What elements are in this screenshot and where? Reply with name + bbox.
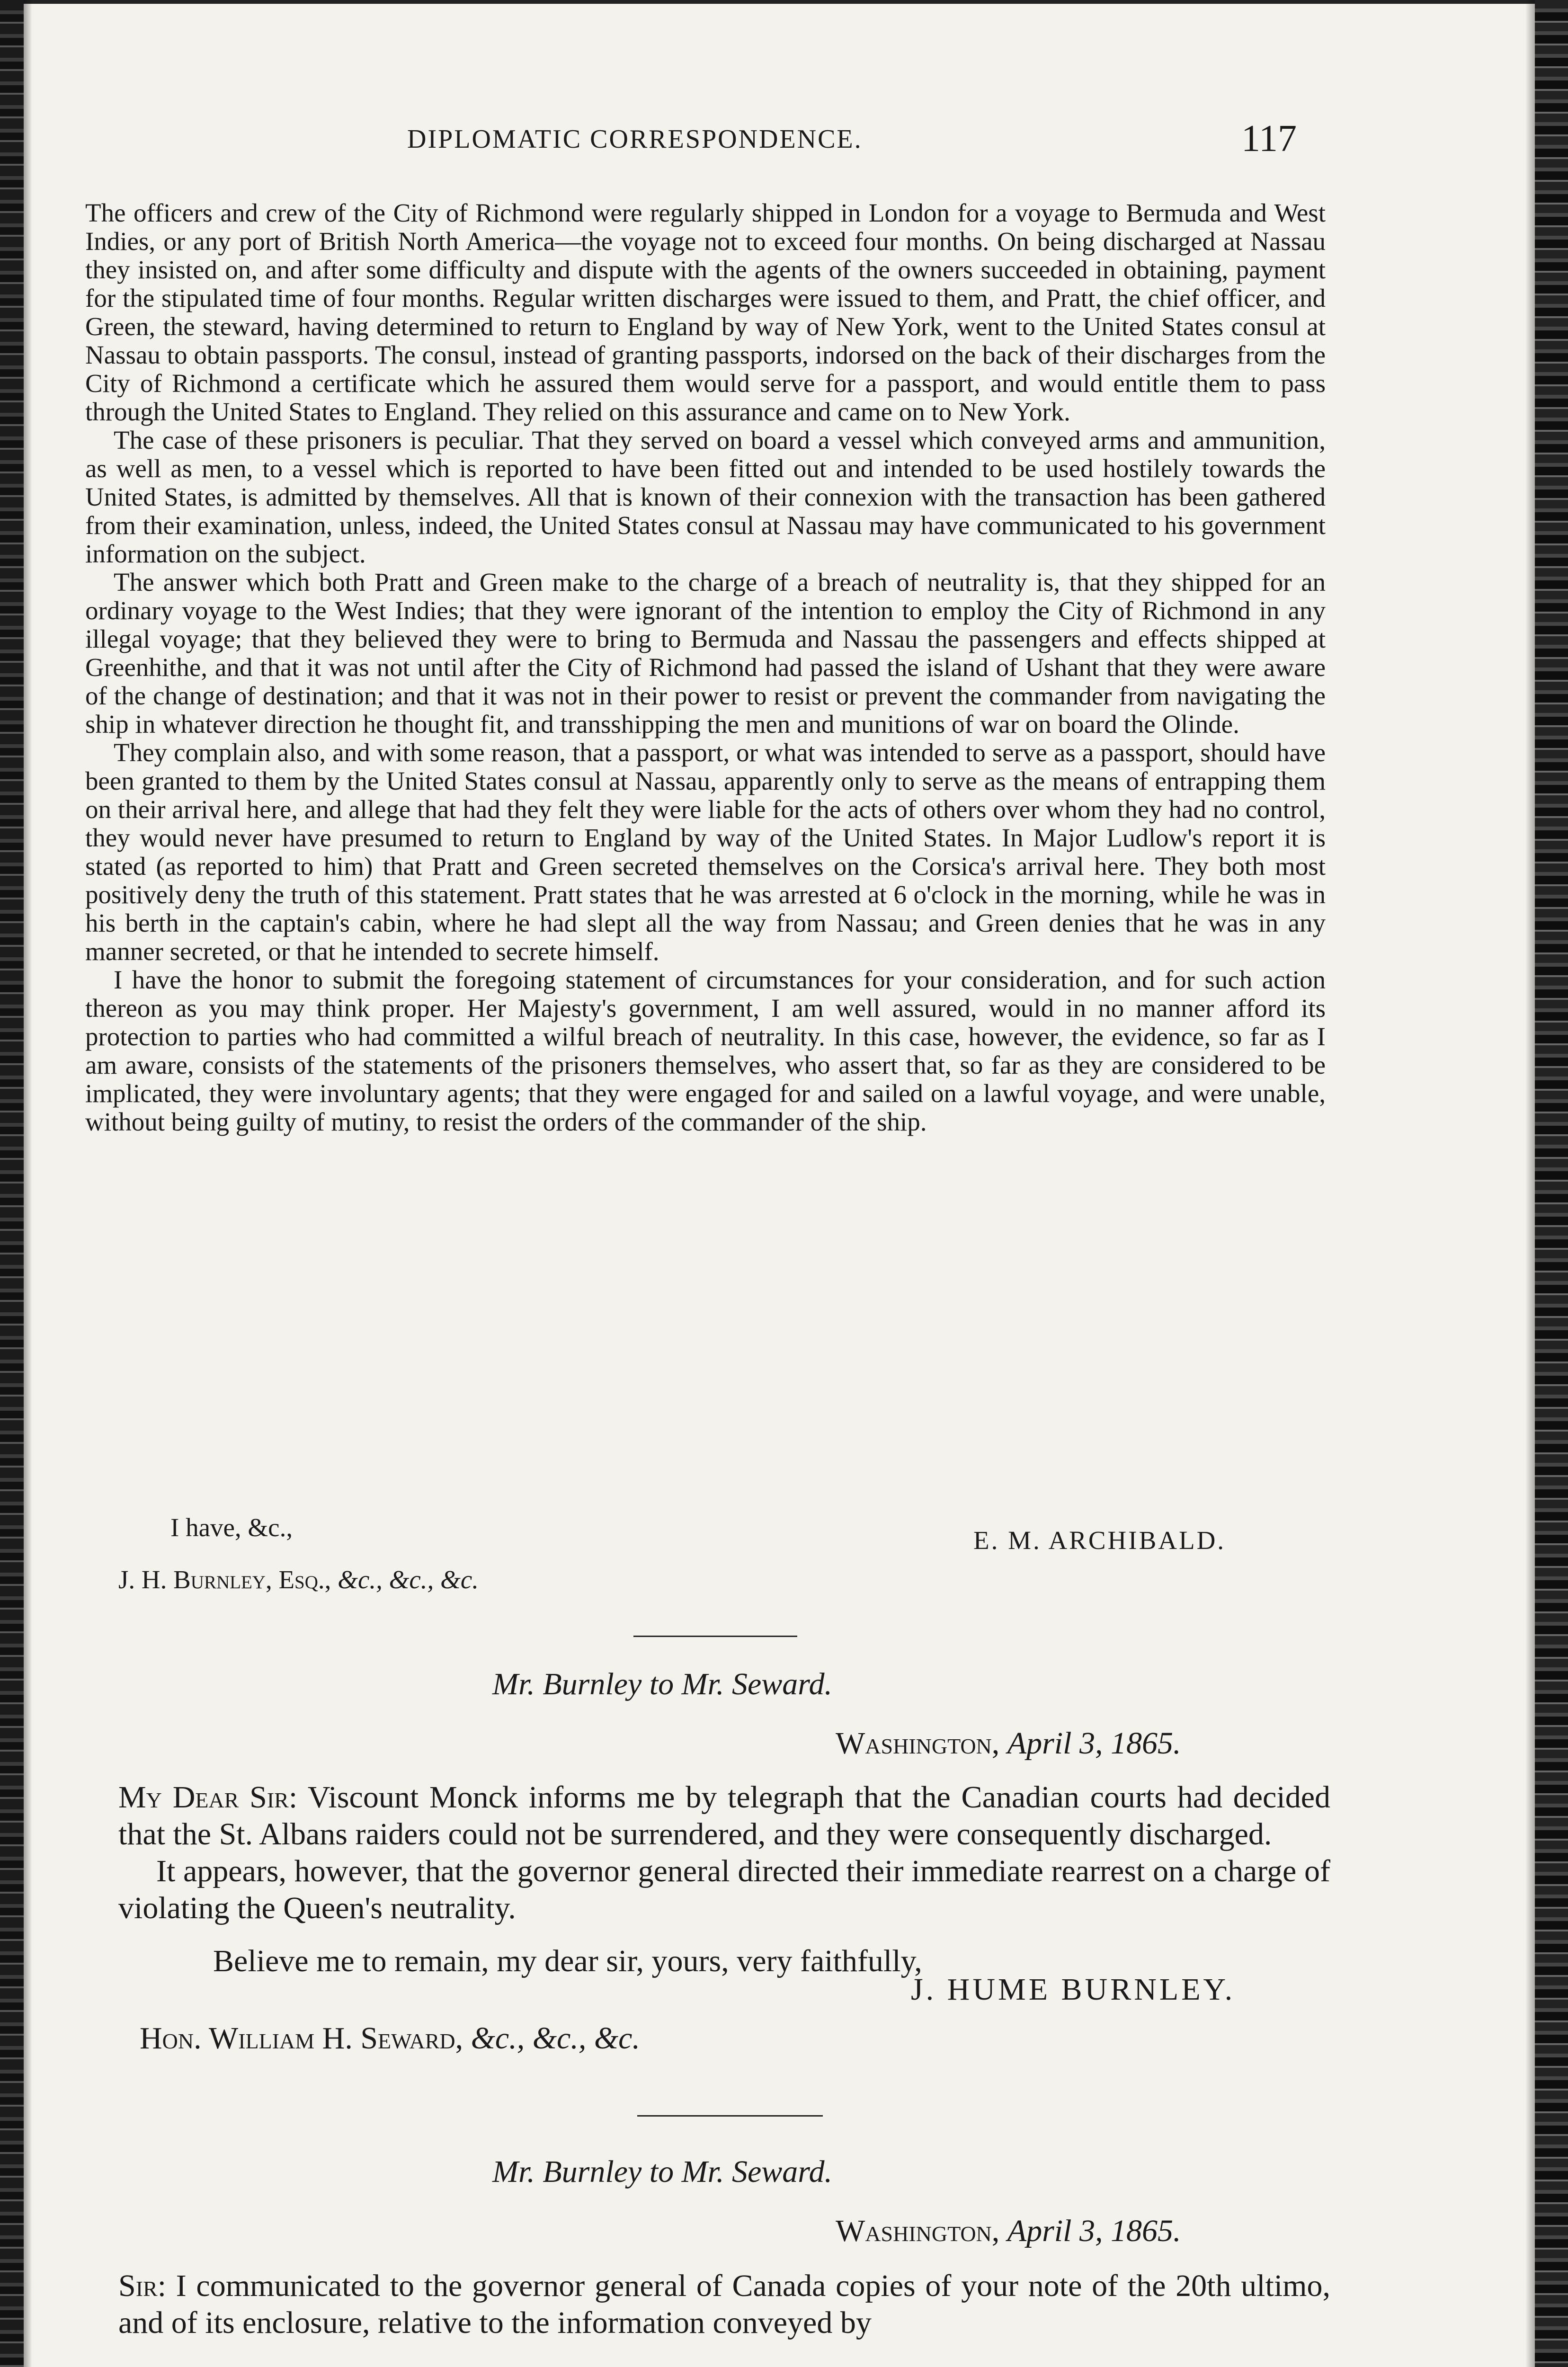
letter-three-place: Washington, bbox=[836, 2214, 1000, 2248]
letter-two-addressee bbox=[140, 2020, 640, 2056]
archibald-signature: E. M. ARCHIBALD. bbox=[973, 1526, 1226, 1555]
letter-two-signature: J. HUME BURNLEY. bbox=[911, 1972, 1236, 2007]
section-divider bbox=[633, 1636, 797, 1637]
letter-two-place: Washington, bbox=[836, 1726, 1000, 1761]
addressee-etc: &c., &c., &c. bbox=[338, 1565, 479, 1594]
letter-two-paragraph bbox=[118, 1779, 1330, 1853]
archibald-paragraph: I have the honor to submit the foregoing statement of circumstances for your consideration, and for such action thereon as you may think proper. Her Majesty's government, I am well assured, would in no manner afford its protection to parties who had committed a wilful breach of neutrality. In this case, however, the evidence, so far as I am aware, consists of the statements of the prisoners themselves, who assert that, so far as they are considered to be implicated, they were involuntary agents; that they were engaged for and sailed on a lawful voyage, and were unable, without being guilty of mutiny, to resist the orders of the commander of the ship. bbox=[85, 965, 1326, 1136]
running-title: DIPLOMATIC CORRESPONDENCE. bbox=[407, 125, 863, 154]
scan-binding-edge-right bbox=[1535, 0, 1568, 2367]
archibald-letter-body bbox=[85, 199, 1326, 1136]
letter-two-paragraph: It appears, however, that the governor general directed their immediate rearrest on a charge of violating the Queen's neutrality. bbox=[118, 1854, 1330, 1925]
addressee-name: Hon. William H. Seward, bbox=[140, 2021, 463, 2056]
letter-two-paragraph-text: Viscount Monck informs me by telegraph that the Canadian courts had decided that the St. Albans raiders could not be surrendered, and they were consequently discharged. bbox=[118, 1780, 1330, 1851]
letter-three-paragraph-text: I communicated to the governor general of Canada copies of your note of the 20th ultimo, and of its enclosure, relative to the information conveyed by bbox=[118, 2269, 1330, 2340]
letter-two-heading: Mr. Burnley to Mr. Seward. bbox=[492, 1667, 833, 1701]
letter-three-paragraph bbox=[118, 2268, 1330, 2341]
archibald-paragraph: The officers and crew of the City of Richmond were regularly shipped in London for a voyage to Bermuda and West Indies, or any port of British North America—the voyage not to exceed four months. On being discharged at Nassau they insisted on, and after some difficulty and dispute with the agents of the owners succeeded in obtaining, payment for the stipulated time of four months. Regular written discharges were issued to them, and Pratt, the chief officer, and Green, the steward, having determined to return to England by way of New York, went to the United States consul at Nassau to obtain passports. The consul, instead of granting passports, indorsed on the back of their discharges from the City of Richmond a certificate which he assured them would serve for a passport, and would entitle them to pass through the United States to England. They relied on this assurance and came on to New York. bbox=[85, 198, 1326, 426]
archibald-paragraph: The answer which both Pratt and Green make to the charge of a breach of neutrality is, that they shipped for an ordinary voyage to the West Indies; that they were ignorant of the intention to employ the City of Richmond in any illegal voyage; that they believed they were to bring to Bermuda and Nassau the passengers and effects shipped at Greenhithe, and that it was not until after the City of Richmond had passed the island of Ushant that they were aware of the change of destination; and that it was not in their power to resist or prevent the commander from navigating the ship in whatever direction he thought fit, and transshipping the men and munitions of war on board the Olinde. bbox=[85, 568, 1326, 739]
archibald-paragraph: They complain also, and with some reason, that a passport, or what was intended to serve as a passport, should have been granted to them by the United States consul at Nassau, apparently only to serve as the means of entrapping them on their arrival here, and allege that had they felt they were liable for the acts of others over whom they had no control, they would never have presumed to return to England by way of the United States. In Major Ludlow's report it is stated (as reported to him) that Pratt and Green secreted themselves on the Corsica's arrival here. They both most positively deny the truth of this statement. Pratt states that he was arrested at 6 o'clock in the morning, while he was in his berth in the captain's cabin, where he had slept all the way from Nassau; and Green denies that he was in any manner secreted, or that he intended to secrete himself. bbox=[85, 738, 1326, 966]
page-top-edge bbox=[0, 0, 1568, 4]
archibald-addressee bbox=[118, 1565, 479, 1594]
letter-two-body bbox=[118, 1779, 1330, 1927]
letter-three-salutation: Sir: bbox=[118, 2269, 167, 2303]
letter-two-salutation: My Dear Sir: bbox=[118, 1780, 298, 1815]
archibald-closing: I have, &c., bbox=[170, 1513, 293, 1542]
addressee-etc: &c., &c., &c. bbox=[471, 2021, 640, 2056]
letter-two-dateline bbox=[836, 1726, 1181, 1762]
addressee-name: J. H. Burnley, Esq., bbox=[118, 1565, 331, 1594]
letter-two-date: April 3, 1865. bbox=[1007, 1726, 1181, 1761]
archibald-paragraph: The case of these prisoners is peculiar. That they served on board a vessel which conveyed arms and ammunition, as well as men, to a vessel which is reported to have been fitted out and intended to be used hostilely towards the United States, is admitted by themselves. All that is known of their connexion with the transaction has been gathered from their examination, unless, indeed, the United States consul at Nassau may have communicated to his government information on the subject. bbox=[85, 426, 1326, 568]
letter-three-heading: Mr. Burnley to Mr. Seward. bbox=[492, 2154, 833, 2189]
letter-three-dateline bbox=[836, 2213, 1181, 2249]
page-number: 117 bbox=[1241, 118, 1297, 160]
section-divider bbox=[637, 2115, 823, 2117]
letter-three-body bbox=[118, 2268, 1330, 2341]
letter-two-closing: Believe me to remain, my dear sir, yours, very faithfully, bbox=[213, 1944, 922, 1978]
letter-three-date: April 3, 1865. bbox=[1007, 2214, 1181, 2248]
scan-binding-edge-left bbox=[0, 0, 24, 2367]
